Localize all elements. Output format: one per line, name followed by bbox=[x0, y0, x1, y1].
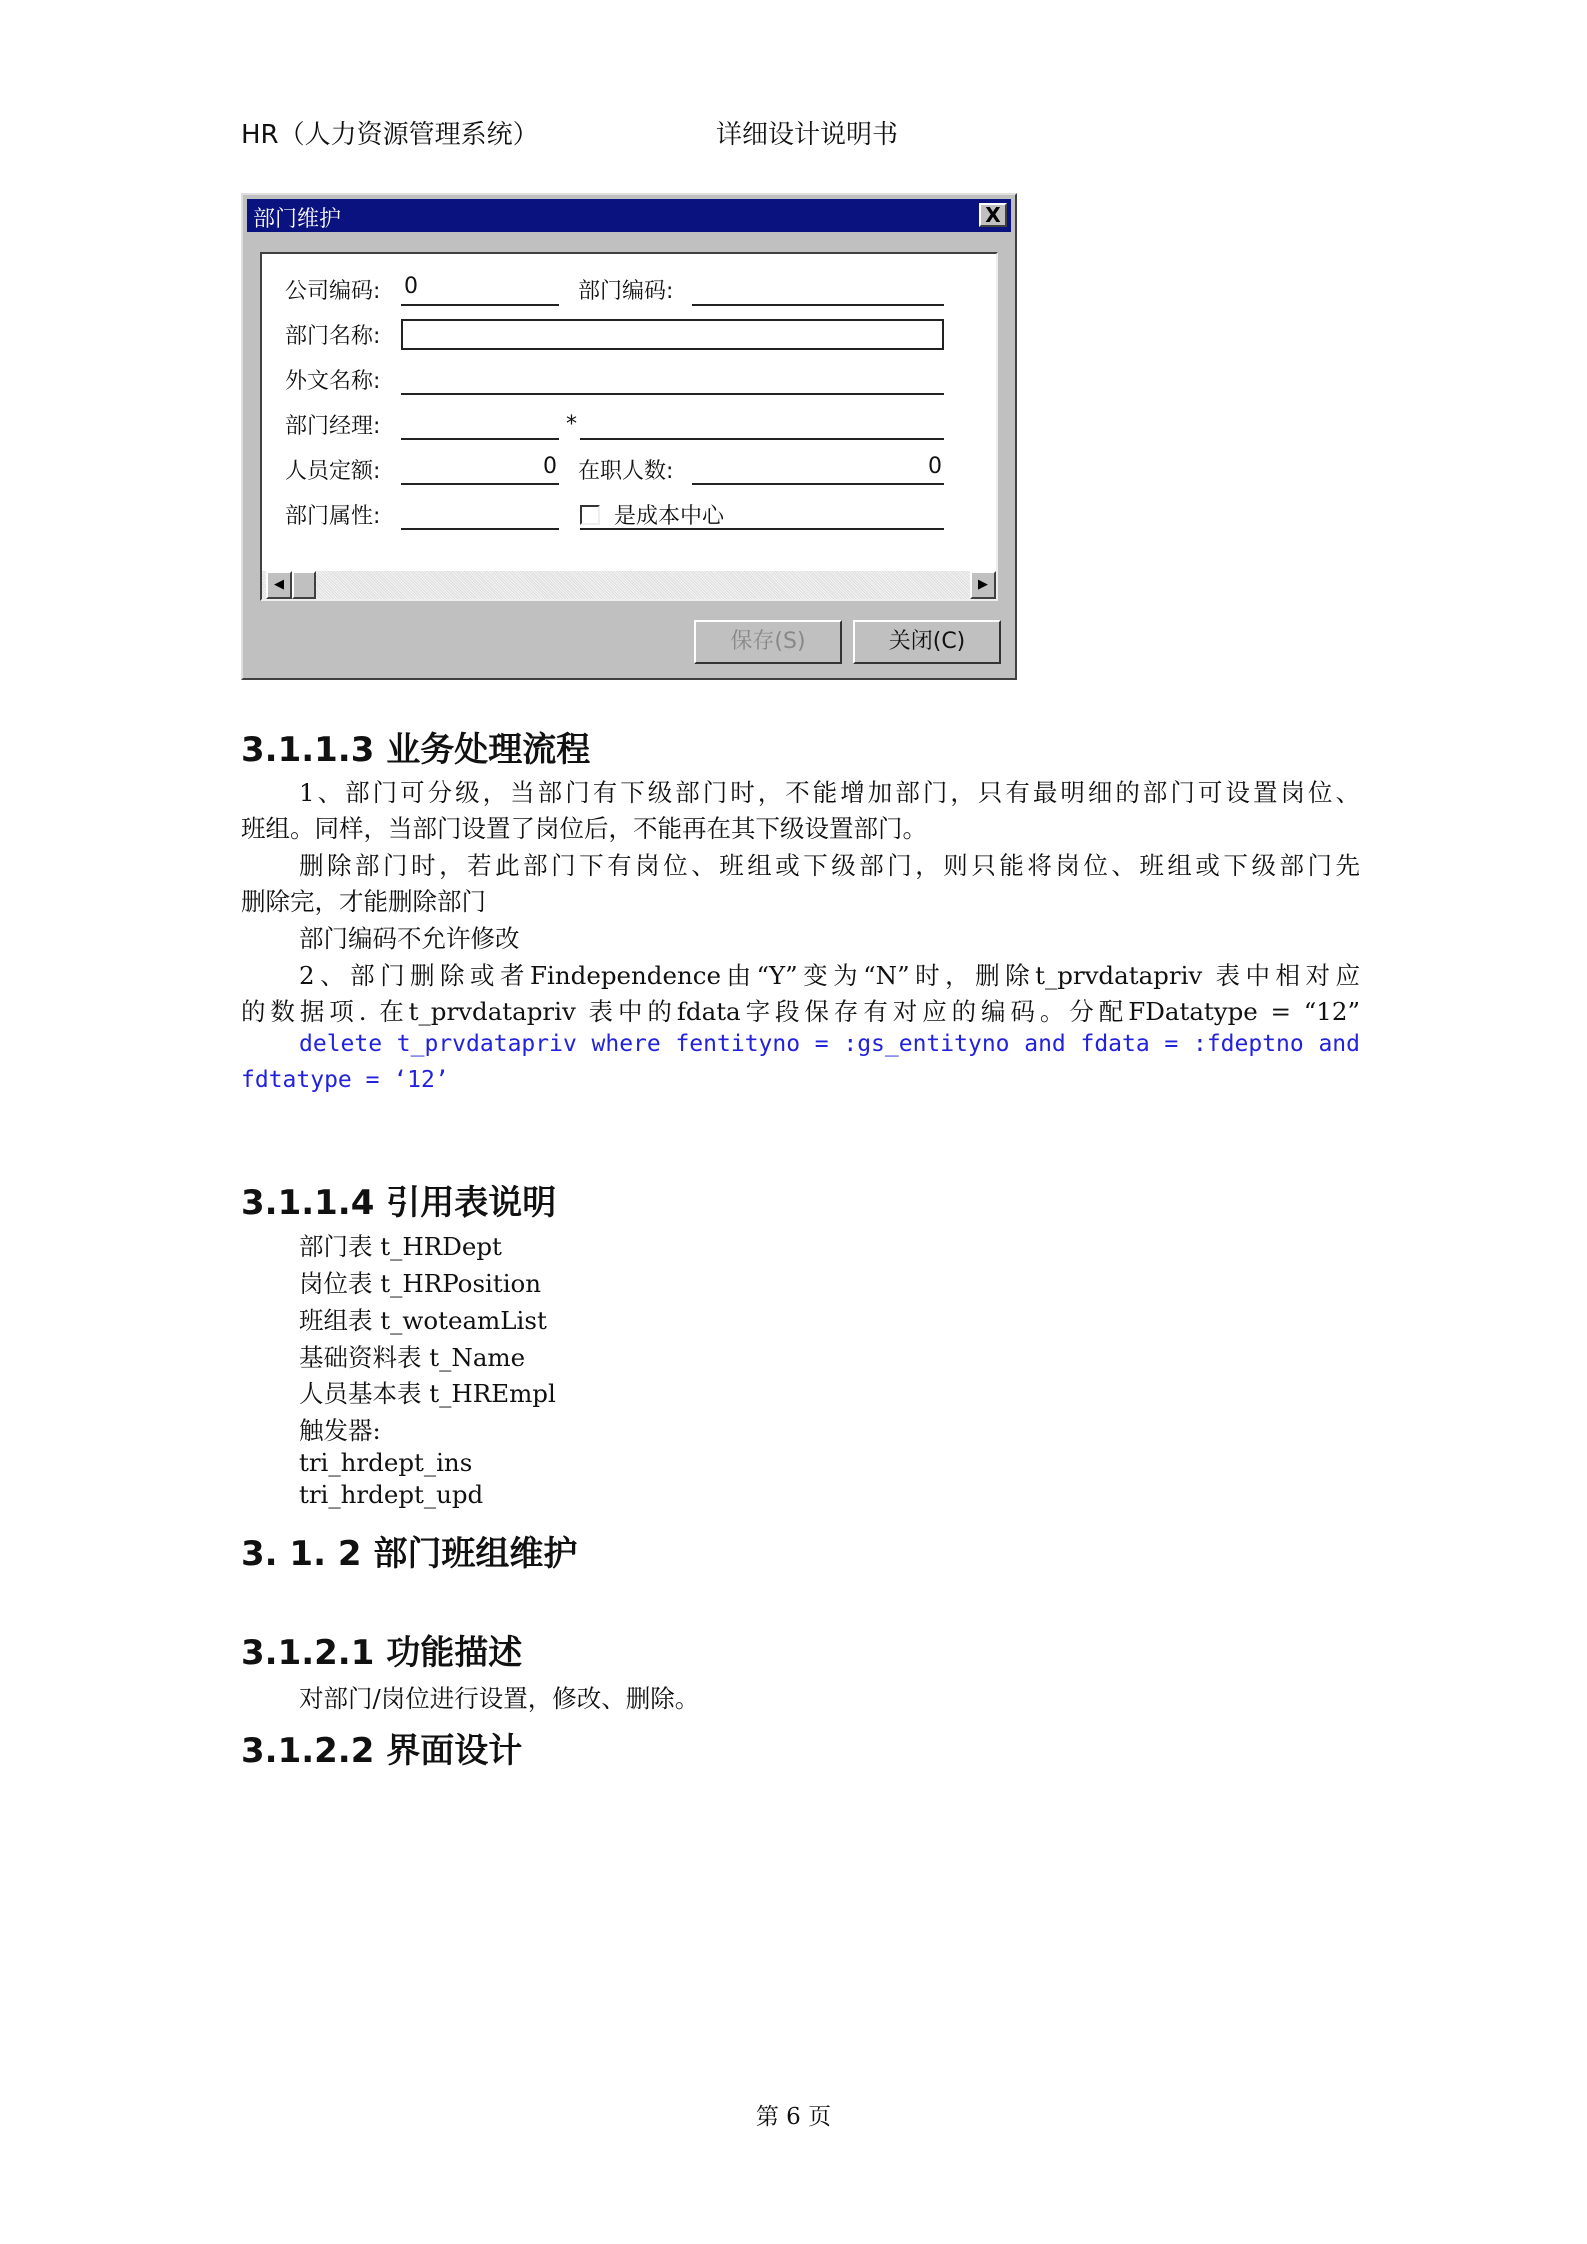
onjob-value: 0 bbox=[928, 454, 942, 479]
function-description: 对部门/岗位进行设置，修改、删除。 bbox=[299, 1684, 700, 1713]
dept-code-label: 部门编码: bbox=[578, 279, 674, 304]
scroll-thumb[interactable] bbox=[292, 571, 316, 599]
table-ref-item: 部门表 t_HRDept bbox=[299, 1232, 502, 1261]
header-system-name: HR（人力资源管理系统） bbox=[241, 120, 539, 150]
dialog-title: 部门维护 bbox=[253, 207, 342, 232]
quota-label: 人员定额: bbox=[285, 459, 381, 484]
table-ref-item: 人员基本表 t_HREmpl bbox=[299, 1379, 556, 1408]
manager-label: 部门经理: bbox=[285, 414, 381, 439]
paragraph-line: 2、部门删除或者Findependence由“Y”变为“N”时，删除t_prvdatapriv 表中相对应 bbox=[299, 961, 1360, 990]
table-ref-item: 触发器: bbox=[299, 1416, 381, 1445]
cost-center-label: 是成本中心 bbox=[614, 504, 725, 529]
sql-code-line: delete t_prvdatapriv where fentityno = :gs_entityno and fdata = :fdeptno and bbox=[299, 1031, 1360, 1057]
table-ref-item: 岗位表 t_HRPosition bbox=[299, 1269, 542, 1298]
manager-name-field[interactable] bbox=[580, 438, 944, 440]
onjob-label: 在职人数: bbox=[578, 459, 674, 484]
page-number: 第 6 页 bbox=[755, 2104, 832, 2130]
attr-field[interactable] bbox=[401, 528, 559, 530]
paragraph-line: 删除部门时，若此部门下有岗位、班组或下级部门，则只能将岗位、班组或下级部门先 bbox=[299, 851, 1360, 880]
table-ref-item: 基础资料表 t_Name bbox=[299, 1343, 526, 1372]
table-ref-item: tri_hrdept_upd bbox=[299, 1480, 484, 1509]
required-marker: * bbox=[566, 412, 577, 437]
paragraph-line: 的数据项. 在t_prvdatapriv 表中的fdata字段保存有对应的编码。分配FDatatype = “12” bbox=[241, 997, 1360, 1026]
cost-center-checkbox[interactable] bbox=[580, 505, 600, 525]
dept-name-input[interactable] bbox=[401, 319, 944, 350]
foreign-name-label: 外文名称: bbox=[285, 369, 381, 394]
heading-3-1-2-1: 3.1.2.1 功能描述 bbox=[241, 1633, 523, 1673]
form-panel bbox=[260, 252, 998, 601]
close-icon[interactable]: X bbox=[979, 203, 1007, 227]
company-code-field[interactable] bbox=[401, 304, 559, 306]
paragraph-line: 班组。同样，当部门设置了岗位后，不能再在其下级设置部门。 bbox=[241, 814, 927, 843]
scroll-right-icon[interactable]: ▶ bbox=[970, 571, 996, 599]
cost-center-underline bbox=[580, 528, 944, 530]
header-doc-title: 详细设计说明书 bbox=[716, 120, 899, 150]
horizontal-scrollbar[interactable] bbox=[262, 571, 996, 599]
dialog-titlebar bbox=[247, 199, 1011, 232]
table-ref-item: 班组表 t_woteamList bbox=[299, 1306, 547, 1335]
sql-code-line: fdtatype = ‘12’ bbox=[241, 1067, 449, 1093]
foreign-name-field[interactable] bbox=[401, 393, 944, 395]
close-button[interactable]: 关闭(C) bbox=[853, 620, 1001, 664]
heading-3-1-2: 3. 1. 2 部门班组维护 bbox=[241, 1534, 578, 1574]
dept-code-field[interactable] bbox=[692, 304, 944, 306]
company-code-value: 0 bbox=[404, 274, 418, 299]
heading-3-1-1-3: 3.1.1.3 业务处理流程 bbox=[241, 730, 591, 770]
company-code-label: 公司编码: bbox=[285, 279, 381, 304]
dept-name-label: 部门名称: bbox=[285, 324, 381, 349]
paragraph-line: 删除完，才能删除部门 bbox=[241, 887, 486, 916]
quota-value: 0 bbox=[543, 454, 557, 479]
scroll-left-icon[interactable]: ◀ bbox=[266, 571, 292, 599]
table-ref-item: tri_hrdept_ins bbox=[299, 1448, 473, 1477]
quota-field[interactable] bbox=[401, 483, 559, 485]
heading-3-1-2-2: 3.1.2.2 界面设计 bbox=[241, 1731, 523, 1771]
save-button[interactable]: 保存(S) bbox=[694, 620, 842, 664]
dept-maintenance-dialog bbox=[241, 193, 1017, 680]
onjob-field bbox=[692, 483, 944, 485]
paragraph-line: 1、部门可分级，当部门有下级部门时，不能增加部门，只有最明细的部门可设置岗位、 bbox=[299, 778, 1360, 807]
manager-code-field[interactable] bbox=[401, 438, 559, 440]
attr-label: 部门属性: bbox=[285, 504, 381, 529]
paragraph-line: 部门编码不允许修改 bbox=[299, 924, 520, 953]
heading-3-1-1-4: 3.1.1.4 引用表说明 bbox=[241, 1183, 557, 1223]
